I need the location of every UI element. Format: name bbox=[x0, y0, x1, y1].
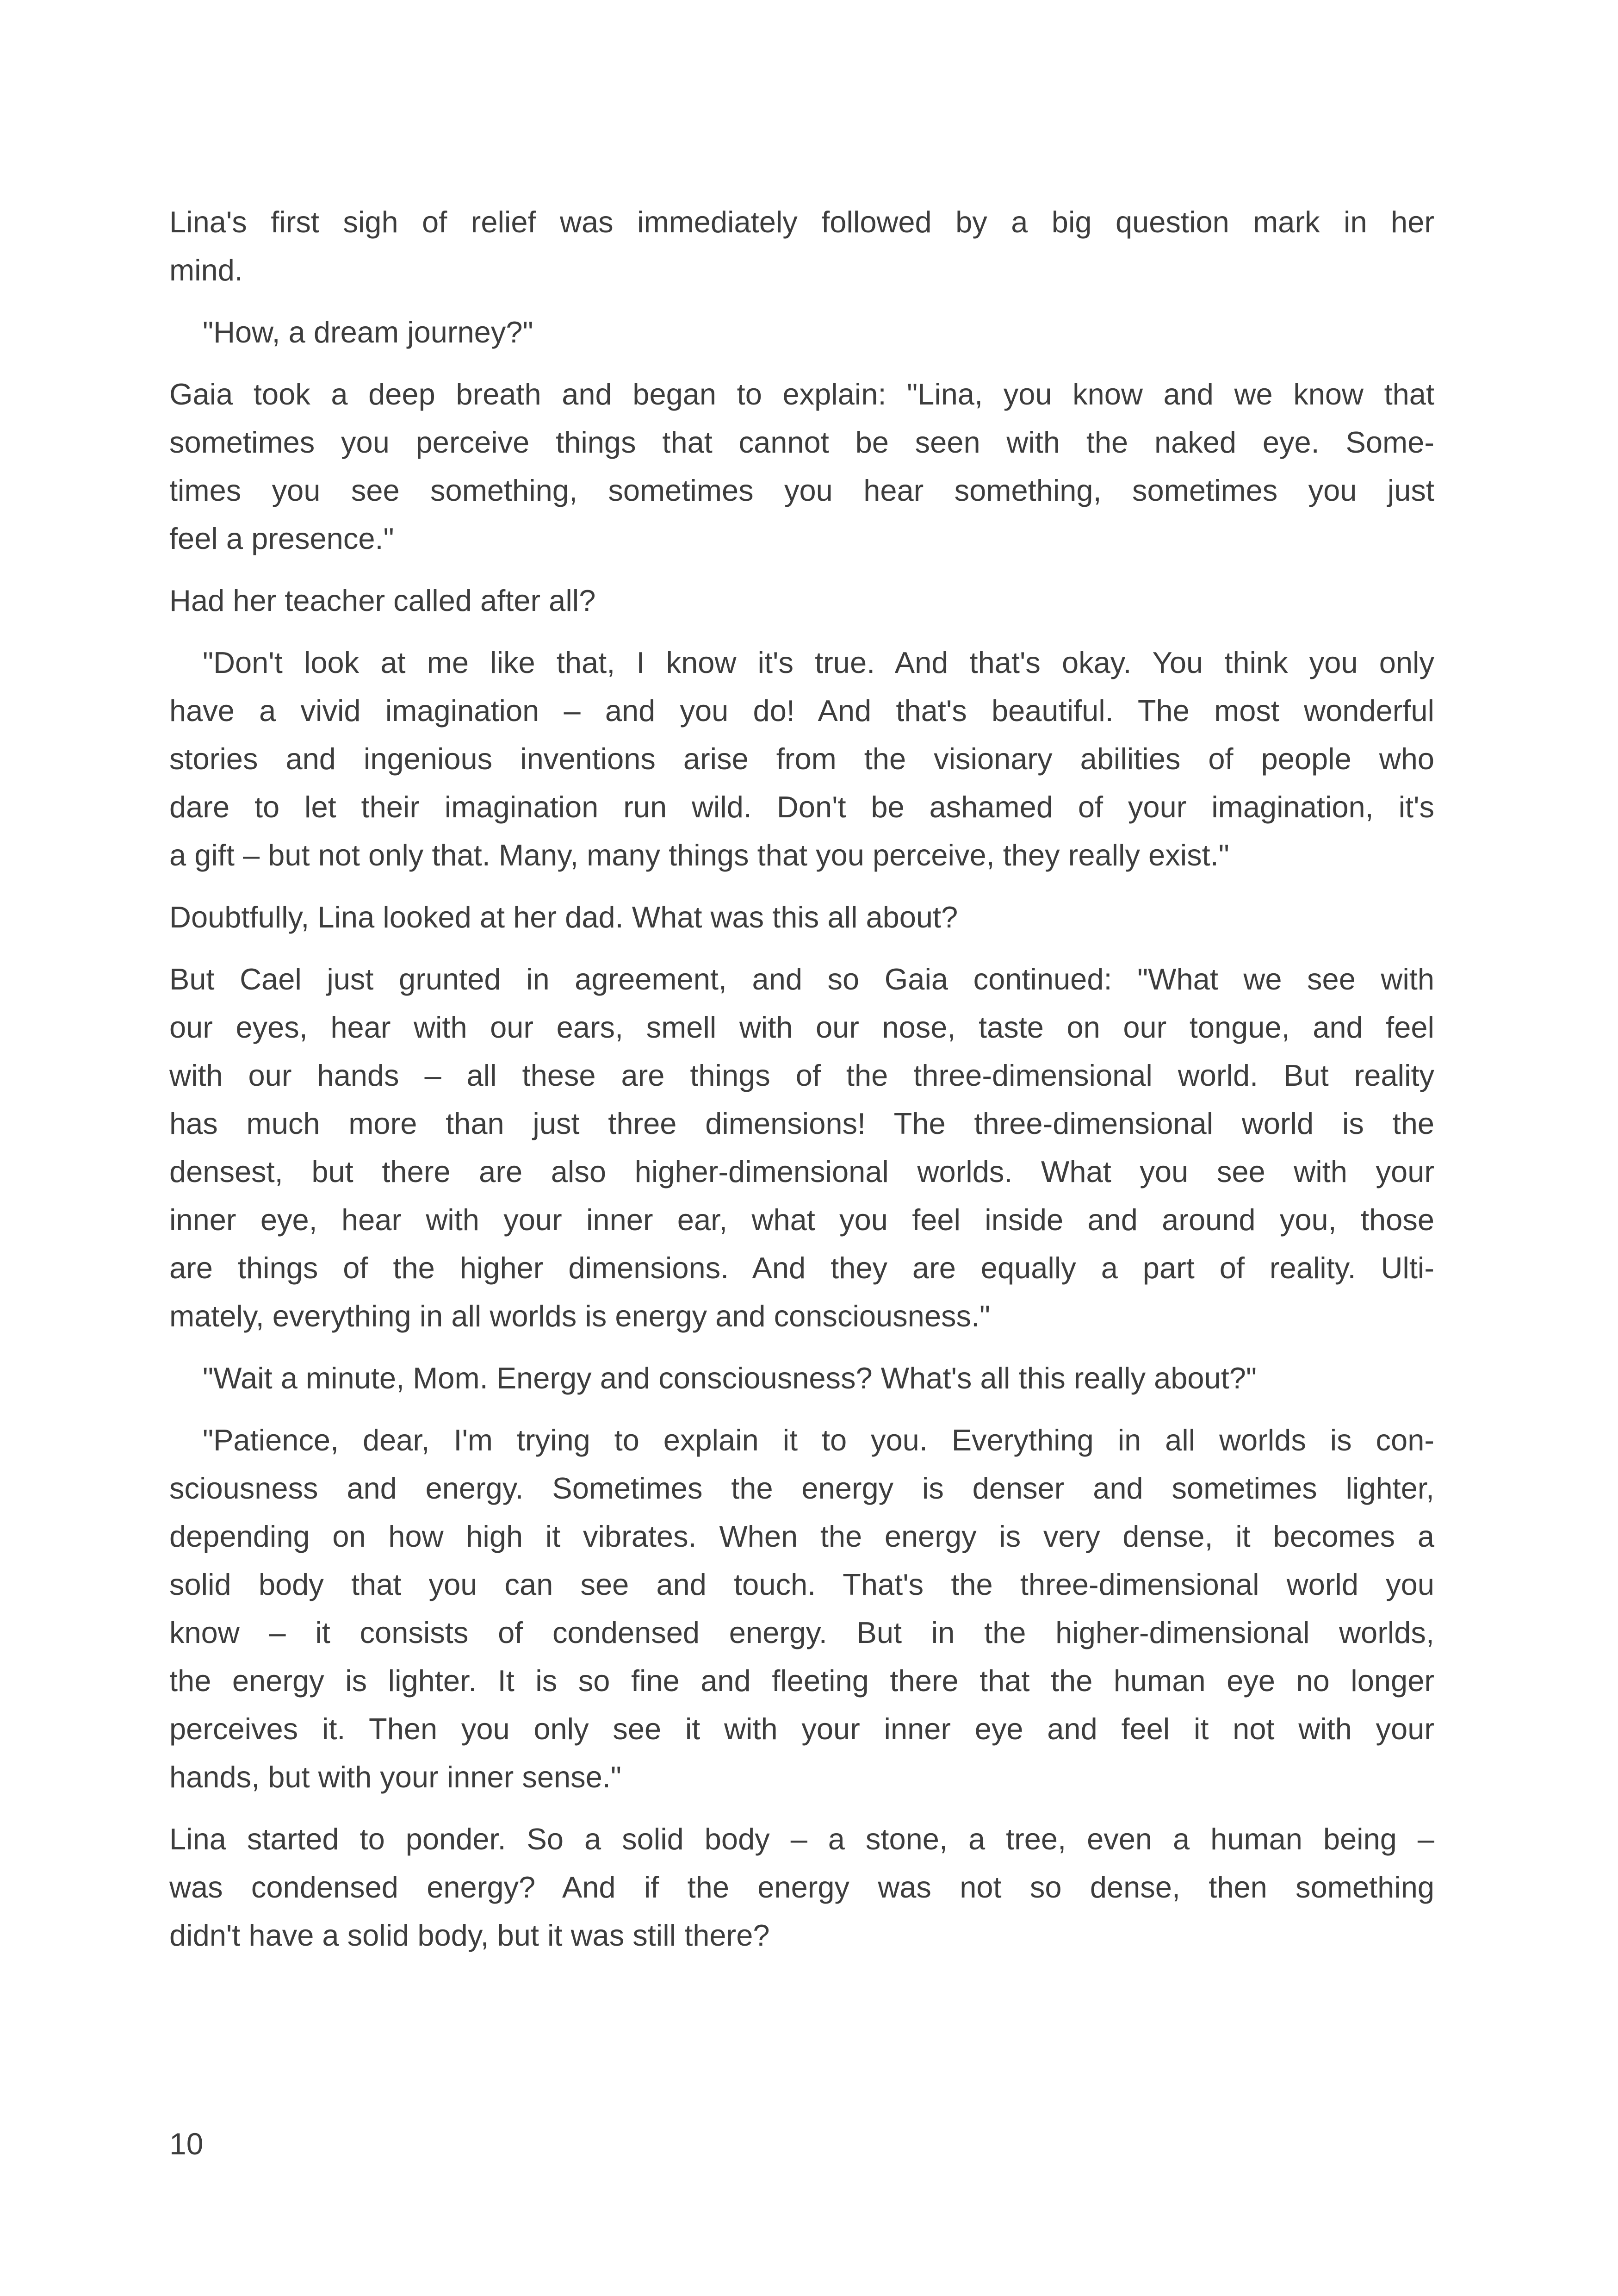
paragraph-gaia-explains bbox=[169, 370, 1434, 563]
text-line: feel a presence." bbox=[169, 522, 394, 555]
text-line: Lina's first sigh of relief was immediately followed by a big question mark in her bbox=[169, 205, 1434, 239]
text-line: with our hands – all these are things of the three-dimensional world. But reality bbox=[169, 1058, 1434, 1092]
text-line: Doubtfully, Lina looked at her dad. What was this all about? bbox=[169, 900, 958, 934]
text-line: sciousness and energy. Sometimes the energy is denser and sometimes lighter, bbox=[169, 1471, 1434, 1505]
text-line: solid body that you can see and touch. That's the three-dimensional world you bbox=[169, 1568, 1434, 1601]
paragraph-dont-look bbox=[169, 639, 1434, 879]
text-line: are things of the higher dimensions. And they are equally a part of reality. Ulti- bbox=[169, 1251, 1434, 1285]
text-line: our eyes, hear with our ears, smell with our nose, taste on our tongue, and feel bbox=[169, 1010, 1434, 1044]
text-line: the energy is lighter. It is so fine and fleeting there that the human eye no longer bbox=[169, 1664, 1434, 1698]
text-line: didn't have a solid body, but it was still there? bbox=[169, 1918, 770, 1952]
text-line: Gaia took a deep breath and began to explain: "Lina, you know and we know that bbox=[169, 377, 1434, 411]
paragraph-teacher-called bbox=[169, 577, 1434, 625]
text-line: was condensed energy? And if the energy was not so dense, then something bbox=[169, 1870, 1434, 1904]
text-line: a gift – but not only that. Many, many things that you perceive, they really exist." bbox=[169, 838, 1229, 872]
text-line: hands, but with your inner sense." bbox=[169, 1760, 621, 1794]
text-line: mind. bbox=[169, 253, 243, 287]
page-number: 10 bbox=[169, 2127, 204, 2161]
text-line: densest, but there are also higher-dimensional worlds. What you see with your bbox=[169, 1155, 1434, 1188]
text-line: Had her teacher called after all? bbox=[169, 584, 596, 617]
text-line: depending on how high it vibrates. When the energy is very dense, it becomes a bbox=[169, 1519, 1434, 1553]
text-line: perceives it. Then you only see it with your inner eye and feel it not with your bbox=[169, 1712, 1434, 1746]
text-line: stories and ingenious inventions arise from the visionary abilities of people who bbox=[169, 742, 1434, 776]
text-line: "How, a dream journey?" bbox=[203, 315, 533, 349]
text-line: times you see something, sometimes you hear something, sometimes you just bbox=[169, 473, 1434, 507]
paragraph-lina-sigh bbox=[169, 198, 1434, 294]
page-text bbox=[169, 198, 1434, 1973]
text-line: sometimes you perceive things that cannot be seen with the naked eye. Some- bbox=[169, 425, 1434, 459]
text-line: "Wait a minute, Mom. Energy and consciousness? What's all this really about?" bbox=[203, 1361, 1257, 1395]
text-line: know – it consists of condensed energy. But in the higher-dimensional worlds, bbox=[169, 1616, 1434, 1649]
paragraph-doubtfully bbox=[169, 893, 1434, 941]
text-line: dare to let their imagination run wild. Don't be ashamed of your imagination, it's bbox=[169, 790, 1434, 824]
text-line: inner eye, hear with your inner ear, what you feel inside and around you, those bbox=[169, 1203, 1434, 1237]
paragraph-how-dream-journey bbox=[169, 308, 1434, 356]
paragraph-lina-ponders bbox=[169, 1815, 1434, 1960]
paragraph-cael-grunted bbox=[169, 955, 1434, 1340]
paragraph-patience-dear bbox=[169, 1416, 1434, 1801]
text-line: have a vivid imagination – and you do! And that's beautiful. The most wonderful bbox=[169, 694, 1434, 728]
text-line: "Patience, dear, I'm trying to explain it to you. Everything in all worlds is con- bbox=[203, 1423, 1434, 1457]
text-line: But Cael just grunted in agreement, and so Gaia continued: "What we see with bbox=[169, 962, 1434, 996]
text-line: "Don't look at me like that, I know it's true. And that's okay. You think you only bbox=[203, 646, 1434, 679]
paragraph-wait-a-minute bbox=[169, 1354, 1434, 1402]
text-line: mately, everything in all worlds is energy and consciousness." bbox=[169, 1299, 991, 1333]
text-line: has much more than just three dimensions! The three-dimensional world is the bbox=[169, 1107, 1434, 1140]
text-line: Lina started to ponder. So a solid body – a stone, a tree, even a human being – bbox=[169, 1822, 1434, 1856]
